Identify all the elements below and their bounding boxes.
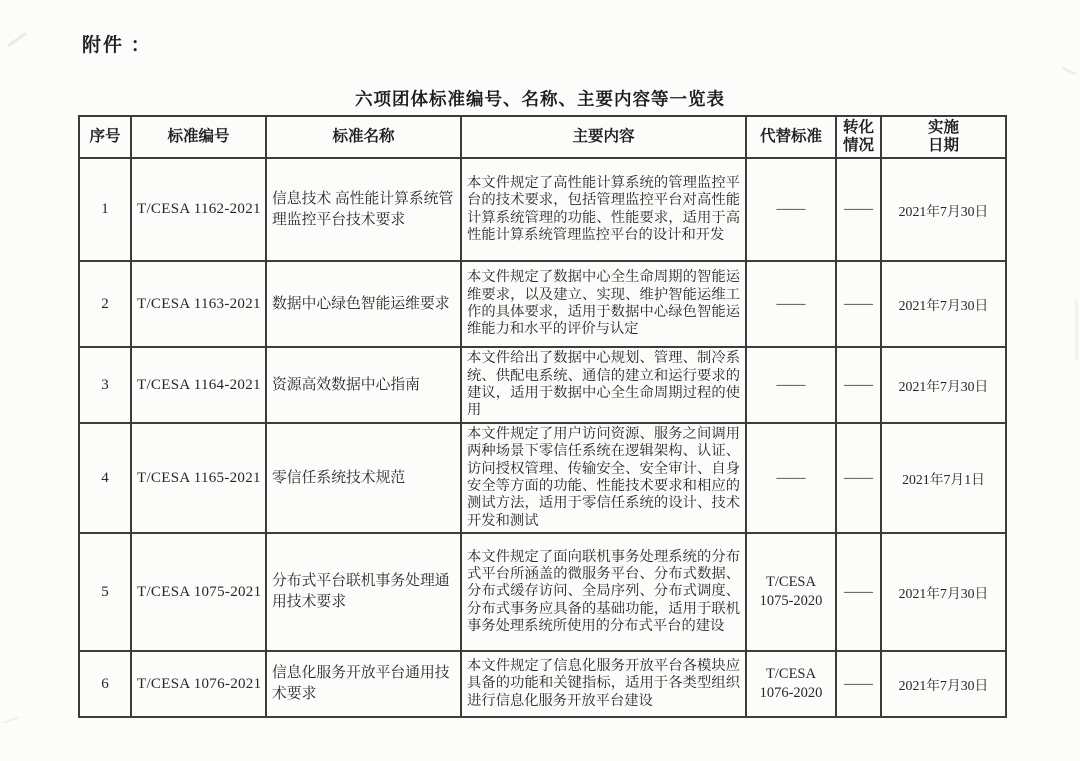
cell-conversion-status: —— (836, 347, 881, 423)
cell-index: 5 (79, 533, 131, 651)
header-standard-name: 标准名称 (266, 116, 461, 158)
header-conversion-status-line1: 转化 (842, 119, 874, 136)
table-row (79, 423, 1006, 533)
cell-replaced-standard: —— (746, 423, 836, 533)
cell-index: 3 (79, 347, 131, 423)
scan-artifact (3, 716, 19, 723)
cell-index: 1 (79, 158, 131, 261)
header-implementation-date-line1: 实施 (927, 119, 959, 136)
cell-standard-name: 资源高效数据中心指南 (266, 347, 461, 423)
cell-standard-no: T/CESA 1162-2021 (131, 158, 266, 261)
cell-standard-no: T/CESA 1076-2021 (131, 651, 266, 717)
header-implementation-date (881, 116, 1006, 158)
cell-replaced-standard: T/CESA 1076-2020 (746, 651, 836, 717)
scan-artifact (1075, 300, 1078, 360)
cell-conversion-status: —— (836, 651, 881, 717)
cell-index: 2 (79, 261, 131, 347)
header-standard-no: 标准编号 (131, 116, 266, 158)
cell-main-content: 本文件给出了数据中心规划、管理、制冷系统、供配电系统、通信的建立和运行要求的建议，适用于数据中心全生命周期过程的使用 (461, 347, 746, 423)
cell-standard-name: 零信任系统技术规范 (266, 423, 461, 533)
table-row (79, 533, 1006, 651)
cell-standard-no: T/CESA 1165-2021 (131, 423, 266, 533)
cell-conversion-status: —— (836, 261, 881, 347)
cell-conversion-status: —— (836, 533, 881, 651)
cell-index: 4 (79, 423, 131, 533)
cell-standard-no: T/CESA 1075-2021 (131, 533, 266, 651)
table-header-row (79, 116, 1006, 158)
attachment-label: 附件 ： (82, 35, 152, 56)
page-title: 六项团体标准编号、名称、主要内容等一览表 (355, 89, 725, 109)
cell-implementation-date: 2021年7月30日 (881, 261, 1006, 347)
table-row (79, 651, 1006, 717)
table-body (79, 158, 1006, 717)
header-index: 序号 (79, 116, 131, 158)
table-row (79, 261, 1006, 347)
header-implementation-date-line2: 日期 (927, 137, 959, 154)
cell-implementation-date: 2021年7月30日 (881, 533, 1006, 651)
cell-main-content: 本文件规定了数据中心全生命周期的智能运维要求，以及建立、实现、维护智能运维工作的具体要求，适用于数据中心绿色智能运维能力和水平的评价与认定 (461, 261, 746, 347)
cell-replaced-standard: —— (746, 158, 836, 261)
cell-standard-name: 信息技术 高性能计算系统管理监控平台技术要求 (266, 158, 461, 261)
header-conversion-status-line2: 情况 (842, 137, 874, 154)
cell-main-content: 本文件规定了信息化服务开放平台各模块应具备的功能和关键指标，适用于各类型组织进行信息化服务开放平台建设 (461, 651, 746, 717)
cell-implementation-date: 2021年7月30日 (881, 347, 1006, 423)
header-main-content: 主要内容 (461, 116, 746, 158)
cell-implementation-date: 2021年7月1日 (881, 423, 1006, 533)
cell-standard-no: T/CESA 1164-2021 (131, 347, 266, 423)
cell-standard-name: 数据中心绿色智能运维要求 (266, 261, 461, 347)
standards-table (78, 115, 1007, 718)
table-row (79, 158, 1006, 261)
scan-artifact (1062, 67, 1076, 75)
cell-conversion-status: —— (836, 158, 881, 261)
cell-main-content: 本文件规定了高性能计算系统的管理监控平台的技术要求，包括管理监控平台对高性能计算系统管理的功能、性能要求，适用于高性能计算系统管理监控平台的设计和开发 (461, 158, 746, 261)
cell-replaced-standard: —— (746, 261, 836, 347)
cell-index: 6 (79, 651, 131, 717)
scan-artifact (7, 32, 27, 47)
cell-replaced-standard: —— (746, 347, 836, 423)
table-row (79, 347, 1006, 423)
cell-implementation-date: 2021年7月30日 (881, 651, 1006, 717)
cell-standard-name: 分布式平台联机事务处理通用技术要求 (266, 533, 461, 651)
header-replaced-standard: 代替标准 (746, 116, 836, 158)
cell-conversion-status: —— (836, 423, 881, 533)
header-conversion-status (836, 116, 881, 158)
cell-implementation-date: 2021年7月30日 (881, 158, 1006, 261)
cell-main-content: 本文件规定了用户访问资源、服务之间调用两种场景下零信任系统在逻辑架构、认证、访问授权管理、传输安全、安全审计、自身安全等方面的功能、性能技术要求和相应的测试方法，适用于零信任系统的设计、技术开发和测试 (461, 423, 746, 533)
cell-replaced-standard: T/CESA 1075-2020 (746, 533, 836, 651)
cell-main-content: 本文件规定了面向联机事务处理系统的分布式平台所涵盖的微服务平台、分布式数据、分布式缓存访问、全局序列、分布式调度、分布式事务应具备的基础功能，适用于联机事务处理系统所使用的分布式平台的建设 (461, 533, 746, 651)
cell-standard-no: T/CESA 1163-2021 (131, 261, 266, 347)
cell-standard-name: 信息化服务开放平台通用技术要求 (266, 651, 461, 717)
